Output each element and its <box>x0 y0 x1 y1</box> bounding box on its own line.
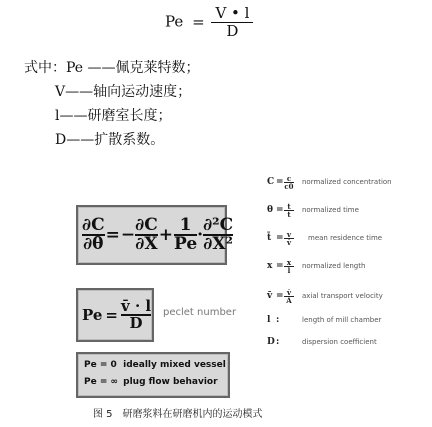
legend-desc: normalized concentration <box>302 178 392 186</box>
eq-term1-fraction: $\frac{\partial C}{\partial X}$ <box>135 214 158 254</box>
peclet-number-label: peclet number <box>163 307 237 318</box>
eq-dot: · <box>197 225 204 245</box>
definition-d: D——扩散系数。 <box>55 132 165 148</box>
pe-formula <box>165 6 251 39</box>
legend-row: D : dispersion coefficient <box>267 337 377 347</box>
legend-desc: axial transport velocity <box>302 292 383 300</box>
limit-desc: ideally mixed vessel <box>123 360 226 370</box>
peclet-lhs: Pe <box>82 306 103 324</box>
legend-desc: mean residence time <box>308 234 383 242</box>
legend-row: θ = $\frac{t}{t̄}$ normalized time <box>267 201 359 219</box>
definition-l: l——研磨室长度； <box>55 108 172 124</box>
pe-formula-numerator: V • l <box>215 4 250 22</box>
figure-caption: 图 5 研磨浆料在研磨机内的运动模式 <box>93 409 263 420</box>
limit-eq: Pe = 0 <box>84 360 117 370</box>
legend-desc: length of mill chamber <box>302 316 382 324</box>
peclet-box <box>76 288 154 342</box>
limit-desc: plug flow behavior <box>123 377 218 387</box>
definitions-list <box>24 56 200 152</box>
pe-formula-eq: = <box>192 12 205 31</box>
limit-row <box>84 357 226 374</box>
legend-row: t̄ = $\frac{v}{v̇}$ mean residence time <box>267 229 383 247</box>
legend-row: l : length of mill chamber <box>267 315 382 325</box>
definition-pe: 式中：Pe ——佩克莱特数； <box>24 60 200 76</box>
eq-plus: + <box>158 225 173 245</box>
legend-row: v̄ = $\frac{v̇}{A}$ axial transport velocity <box>267 287 383 305</box>
eq-minus: − <box>120 225 136 245</box>
legend-desc: normalized time <box>302 206 359 214</box>
legend-row: C = $\frac{c}{c0}$ normalized concentration <box>267 173 392 191</box>
peclet-fraction: $\frac{v̄ \cdot l}{D}$ <box>121 296 152 332</box>
pe-formula-fraction <box>213 6 251 39</box>
limit-eq: Pe = ∞ <box>84 377 119 387</box>
pe-formula-denominator: D <box>211 22 253 40</box>
dispersion-equation-box <box>76 205 234 265</box>
legend-row: x = $\frac{x}{l}$ normalized length <box>267 257 366 275</box>
legend-desc: dispersion coefficient <box>302 338 377 346</box>
limit-row <box>84 374 226 391</box>
definition-v: V——轴向运动速度； <box>55 84 192 100</box>
eq-term3-fraction: $\frac{\text{∂²C}}{\text{∂X²}}$ <box>203 214 234 254</box>
legend-desc: normalized length <box>302 262 366 270</box>
limits-box <box>76 352 230 398</box>
pe-formula-lhs: Pe <box>165 12 184 31</box>
symbol-legend <box>267 168 427 353</box>
peclet-eq: = <box>105 306 118 324</box>
eq-equals: = <box>105 225 120 245</box>
eq-lhs-fraction: $\frac{\partial C}{\partial\theta}$ <box>82 214 105 254</box>
eq-term2-fraction: $\frac{1}{Pe}$ <box>174 214 198 254</box>
